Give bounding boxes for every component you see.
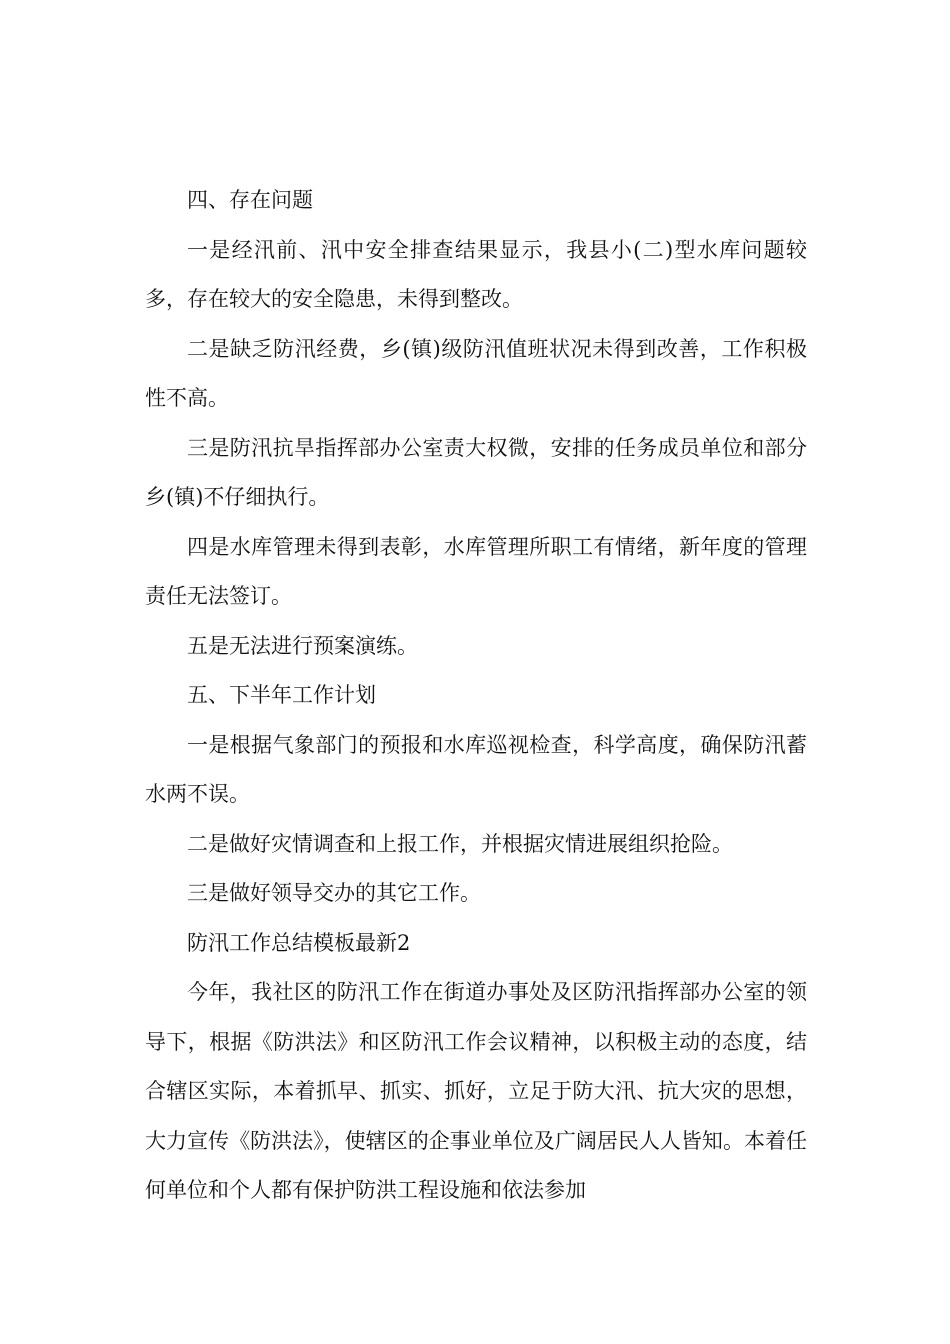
problem-item-4: 四是水库管理未得到表彰，水库管理所职工有情绪，新年度的管理责任无法签订。 (145, 534, 807, 608)
section-title-template-2: 防汛工作总结模板最新2 (187, 930, 411, 955)
plan-item-1: 一是根据气象部门的预报和水库巡视检查，科学高度，确保防汛蓄水两不误。 (145, 732, 807, 806)
problem-item-2: 二是缺乏防汛经费，乡(镇)级防汛值班状况未得到改善，工作积极性不高。 (145, 336, 807, 410)
document-body (145, 176, 807, 1216)
plan-item-2: 二是做好灾情调查和上报工作，并根据灾情进展组织抢险。 (187, 831, 733, 856)
problem-item-3: 三是防汛抗旱指挥部办公室责大权微，安排的任务成员单位和部分乡(镇)不仔细执行。 (145, 435, 807, 509)
problem-item-5: 五是无法进行预案演练。 (187, 633, 418, 658)
problem-item-1: 一是经汛前、汛中安全排查结果显示，我县小(二)型水库问题较多，存在较大的安全隐患，未得到整改。 (145, 237, 807, 311)
section-heading-plan: 五、下半年工作计划 (187, 683, 376, 707)
plan-item-3: 三是做好领导交办的其它工作。 (187, 881, 481, 905)
section-heading-problems: 四、存在问题 (187, 188, 313, 212)
template-2-body: 今年，我社区的防汛工作在街道办事处及区防汛指挥部办公室的领导下，根据《防洪法》和区防汛工作会议精神，以积极主动的态度，结合辖区实际，本着抓早、抓实、抓好，立足于防大汛、抗大灾的思想，大力宣传《防洪法》，使辖区的企事业单位及广阔居民人人皆知。本着任何单位和个人都有保护防洪工程设施和依法参加 (145, 980, 807, 1202)
